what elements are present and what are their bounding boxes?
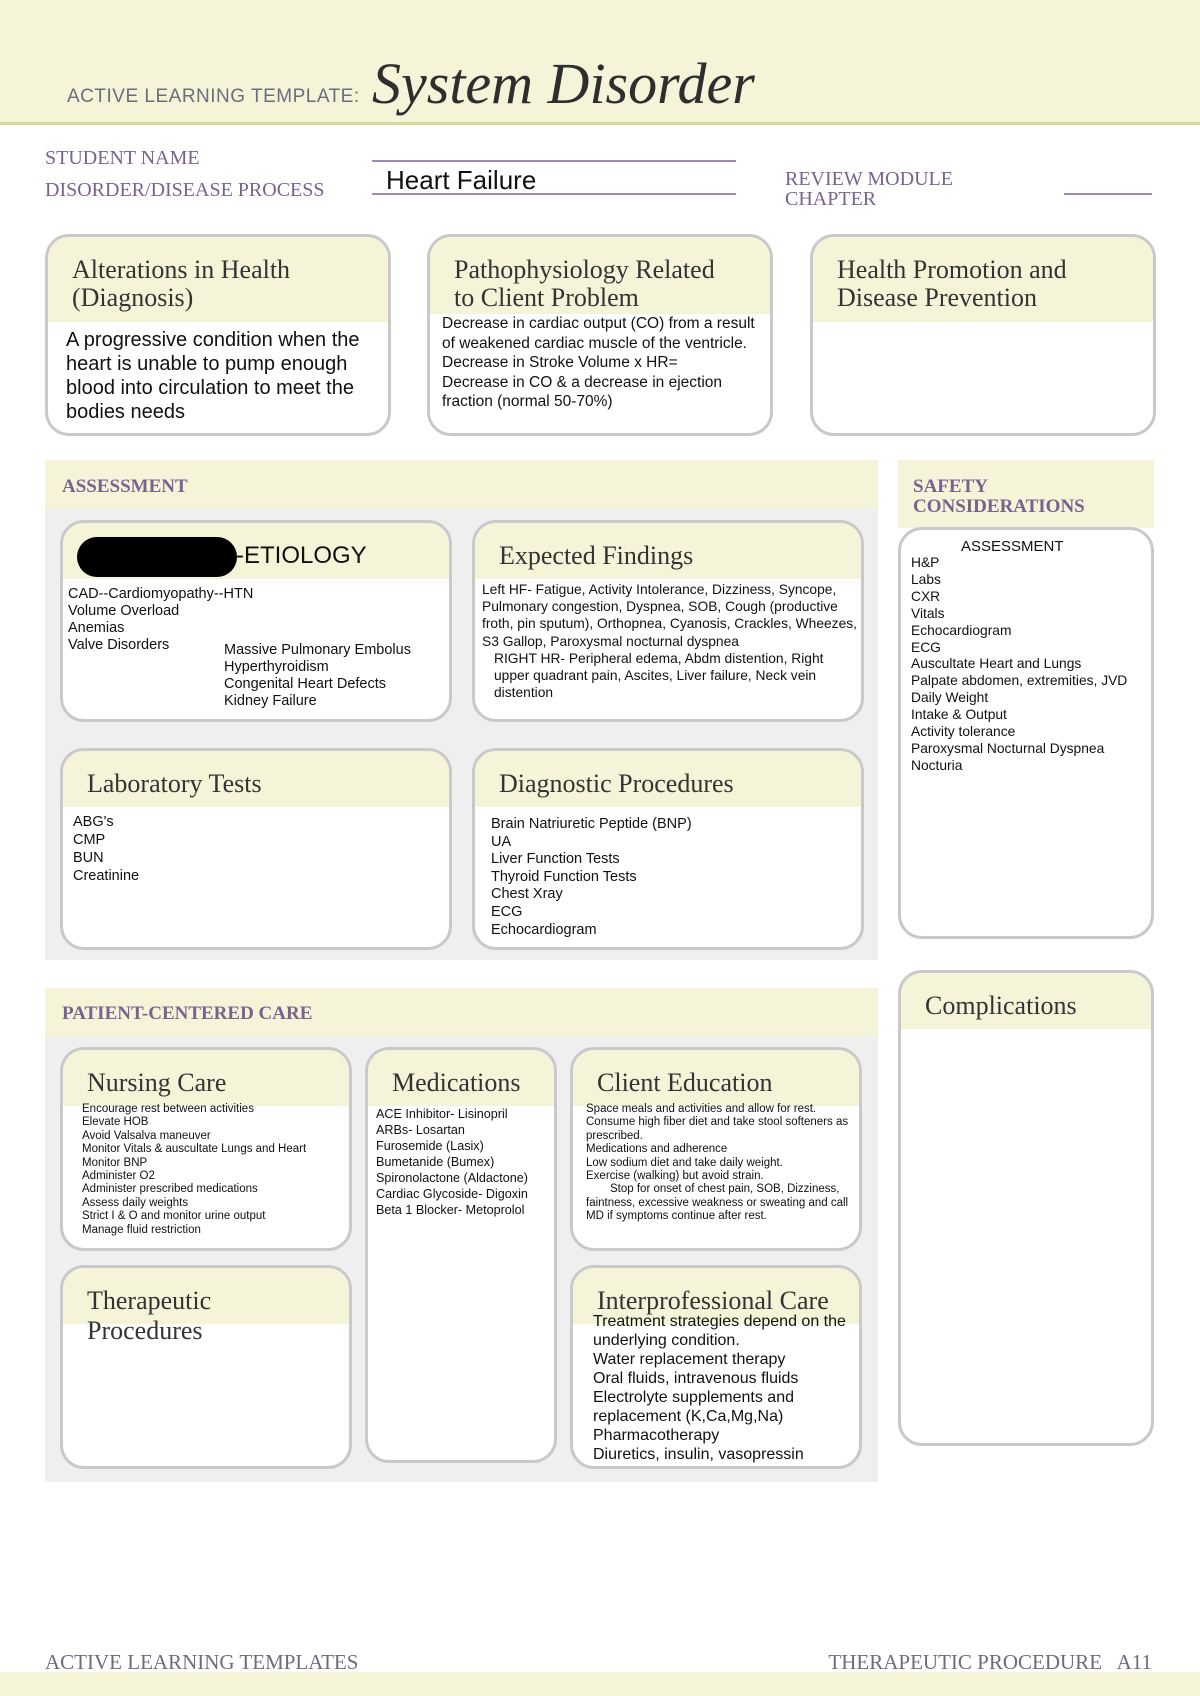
safety-label-1: SAFETY: [913, 476, 988, 497]
list-item: Labs: [911, 571, 941, 587]
list-item: ACE Inhibitor- Lisinopril: [376, 1107, 508, 1121]
assessment-label: ASSESSMENT: [62, 476, 188, 497]
list-item: Furosemide (Lasix): [376, 1139, 484, 1153]
list-item: H&P: [911, 555, 940, 570]
therapeutic-procedures-box: [60, 1265, 352, 1469]
list-item: Spironolactone (Aldactone): [376, 1171, 528, 1185]
pathophysiology-box: [427, 234, 773, 436]
list-item: Avoid Valsalva maneuver: [82, 1129, 211, 1142]
pathophysiology-body: [430, 314, 770, 412]
disorder-label: DISORDER/DISEASE PROCESS: [45, 179, 325, 201]
list-item: Electrolyte supplements and replacement (K,Ca,Mg,Na): [593, 1389, 794, 1425]
safety-label: [913, 477, 1085, 517]
alterations-title-2: (Diagnosis): [72, 283, 194, 312]
list-item: UA: [491, 833, 512, 850]
list-item: Liver Function Tests: [491, 851, 620, 868]
list-item: Bumetanide (Bumex): [376, 1155, 495, 1169]
list-item: CAD--Cardiomyopathy--HTN: [68, 586, 254, 602]
list-item: Auscultate Heart and Lungs: [911, 656, 1082, 672]
pathophysiology-title-2: to Client Problem: [454, 283, 639, 312]
etiology-header: [63, 523, 449, 579]
health-promotion-header: [813, 237, 1153, 322]
list-item: BUN: [73, 850, 104, 866]
list-item: Pharmacotherapy: [593, 1427, 720, 1444]
expected-findings-body: [475, 579, 861, 701]
medications-box: [365, 1047, 557, 1463]
list-item: Medications and adherence: [586, 1143, 728, 1156]
list-item: Creatinine: [73, 868, 140, 884]
medications-header: Medications: [368, 1050, 554, 1106]
redaction-mark: [77, 537, 237, 577]
list-item: ABG's: [73, 814, 114, 830]
interprofessional-care-box: [570, 1265, 862, 1469]
list-item: CXR: [911, 588, 941, 604]
list-item: Manage fluid restriction: [82, 1223, 201, 1236]
list-item: Oral fluids, intravenous fluids: [593, 1370, 799, 1387]
diagnostic-procedures-list: [475, 807, 861, 939]
complications-box: [898, 970, 1154, 1446]
health-promotion-box: [810, 234, 1156, 436]
list-item: Monitor Vitals & auscultate Lungs and Heart: [82, 1143, 307, 1156]
pathophysiology-title-1: Pathophysiology Related: [454, 255, 715, 284]
list-item: Echocardiogram: [491, 921, 597, 938]
expected-findings-box: [472, 520, 864, 722]
etiology-box: [60, 520, 452, 722]
right-hf-text: RIGHT HR- Peripheral edema, Abdm distention, Right upper quadrant pain, Ascites, Liver failure, Neck vein distention: [494, 650, 824, 701]
list-item: CMP: [73, 832, 106, 848]
laboratory-tests-header: Laboratory Tests: [63, 751, 449, 807]
list-item: Volume Overload: [68, 603, 180, 619]
safety-label-2: CONSIDERATIONS: [913, 496, 1085, 517]
list-item: Exercise (walking) but avoid strain.: [586, 1170, 764, 1183]
chapter-text: CHAPTER: [785, 188, 877, 210]
list-item: Strict I & O and monitor urine output: [82, 1210, 266, 1223]
etiology-title: -ETIOLOGY: [236, 542, 367, 569]
interprofessional-care-list: [593, 1312, 851, 1464]
student-name-label: STUDENT NAME: [45, 147, 200, 169]
laboratory-tests-list: [63, 807, 449, 885]
safety-list: [901, 555, 1151, 775]
review-module-text: REVIEW MODULE: [785, 168, 953, 190]
page-title: System Disorder: [372, 51, 755, 116]
list-item: Brain Natriuretic Peptide (BNP): [491, 816, 692, 832]
list-item: ECG: [491, 903, 523, 920]
list-item: Echocardiogram: [911, 622, 1012, 638]
list-item: Anemias: [68, 620, 125, 636]
etiology-right-list: [224, 642, 411, 710]
list-item: Consume high fiber diet and take stool softeners as prescribed.: [586, 1116, 849, 1142]
nursing-care-list: [63, 1103, 349, 1237]
list-item: Low sodium diet and take daily weight.: [586, 1156, 783, 1169]
safety-heading: ASSESSMENT: [961, 538, 1064, 555]
client-education-header: Client Education: [573, 1050, 859, 1106]
list-item: Assess daily weights: [82, 1196, 189, 1209]
nursing-care-box: [60, 1047, 352, 1251]
list-item: Beta 1 Blocker- Metoprolol: [376, 1203, 525, 1217]
safety-box: [898, 527, 1154, 939]
student-name-field[interactable]: [372, 160, 736, 162]
list-item: Paroxysmal Nocturnal Dyspnea: [911, 740, 1105, 756]
patho-line: Decrease in CO & a decrease in ejection fraction (normal 50-70%): [442, 373, 723, 410]
footer-band: [0, 1672, 1200, 1696]
expected-findings-header: Expected Findings: [475, 523, 861, 579]
list-item: Activity tolerance: [911, 724, 1016, 740]
list-item: ARBs- Losartan: [376, 1123, 465, 1137]
pcc-label: PATIENT-CENTERED CARE: [62, 1003, 313, 1024]
list-item: Chest Xray: [491, 886, 563, 903]
diagnostic-procedures-box: [472, 748, 864, 950]
list-item: Thyroid Function Tests: [491, 868, 637, 885]
alterations-box: [45, 234, 391, 436]
list-item: Vitals: [911, 605, 945, 621]
footer-right: THERAPEUTIC PROCEDURE A11: [828, 1650, 1152, 1674]
diagnostic-procedures-header: Diagnostic Procedures: [475, 751, 861, 807]
health-promotion-title-2: Disease Prevention: [837, 283, 1038, 312]
disorder-field[interactable]: Heart Failure: [386, 165, 537, 195]
list-item: Valve Disorders: [68, 637, 170, 653]
health-promotion-title-1: Health Promotion and: [837, 255, 1067, 284]
left-hf-text: Left HF- Fatigue, Activity Intolerance, Dizziness, Syncope, Pulmonary congestion, Dyspnea, SOB, Cough (productive froth, pin sputum), Orthopnea, Cyanosis, Crackles, Wheezes, S3 Gallop, Paroxysmal nocturnal dyspnea: [482, 582, 857, 649]
list-item: Treatment strategies depend on the underlying condition.: [593, 1313, 846, 1349]
laboratory-tests-box: [60, 748, 452, 950]
client-education-list: [573, 1103, 859, 1224]
list-item: Kidney Failure: [224, 693, 317, 709]
list-item: Cardiac Glycoside- Digoxin: [376, 1187, 528, 1201]
list-item: Diuretics, insulin, vasopressin: [593, 1446, 804, 1463]
therapeutic-procedures-header: Therapeutic Procedures: [63, 1268, 349, 1324]
list-item: Monitor BNP: [82, 1156, 148, 1169]
patho-line: Decrease in Stroke Volume x HR=: [442, 354, 678, 371]
pathophysiology-header: [430, 237, 770, 314]
complications-header: Complications: [901, 973, 1151, 1029]
alterations-body: A progressive condition when the heart is unable to pump enough blood into circulation to meet the bodies needs: [66, 329, 360, 423]
list-item: Space meals and activities and allow for rest.: [586, 1103, 817, 1115]
list-item: Stop for onset of chest pain, SOB, Dizziness, faintness, excessive weakness or sweating and call MD if symptoms continue after rest.: [586, 1183, 849, 1223]
etiology-body: [63, 579, 449, 709]
list-item: Water replacement therapy: [593, 1351, 786, 1368]
alterations-title-1: Alterations in Health: [72, 255, 291, 284]
disorder-underline: [372, 193, 736, 195]
template-label: ACTIVE LEARNING TEMPLATE:: [67, 86, 360, 107]
nursing-care-header: Nursing Care: [63, 1050, 349, 1106]
client-education-box: [570, 1047, 862, 1251]
medications-list: [368, 1106, 554, 1218]
list-item: Intake & Output: [911, 707, 1007, 723]
interprofessional-care-header: Interprofessional Care: [573, 1268, 859, 1324]
footer-left: ACTIVE LEARNING TEMPLATES: [45, 1650, 359, 1674]
review-module-field[interactable]: [1064, 193, 1152, 195]
review-module-label: [785, 169, 953, 209]
list-item: Encourage rest between activities: [82, 1103, 254, 1115]
patho-line: Decrease in cardiac output (CO) from a result of weakened cardiac muscle of the ventricle.: [442, 315, 755, 352]
list-item: Massive Pulmonary Embolus: [224, 642, 411, 658]
alterations-header: [48, 237, 388, 322]
list-item: Administer prescribed medications: [82, 1183, 258, 1196]
list-item: Congenital Heart Defects: [224, 676, 386, 692]
list-item: ECG: [911, 639, 941, 655]
list-item: Palpate abdomen, extremities, JVD: [911, 673, 1128, 689]
list-item: Daily Weight: [911, 690, 989, 706]
list-item: Elevate HOB: [82, 1116, 149, 1129]
list-item: Administer O2: [82, 1170, 155, 1183]
list-item: Nocturia: [911, 757, 963, 773]
list-item: Hyperthyroidism: [224, 659, 329, 675]
